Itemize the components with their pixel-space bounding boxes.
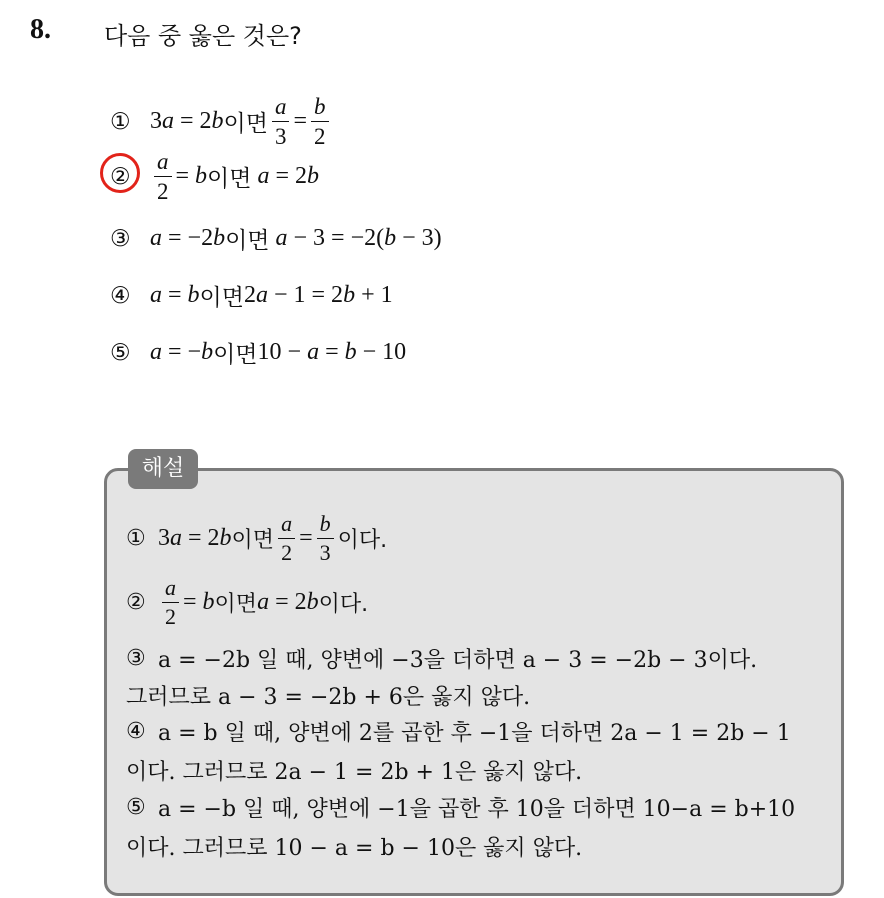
solution-text: a = −2b 일 때, 양변에 −3을 더하면 a − 3 = −2b − 3이다.: [158, 648, 758, 673]
option-connector: 이면: [213, 342, 258, 368]
fraction: $\frac{b}{3}$: [317, 513, 334, 564]
fraction: $\frac{b}{2}$: [311, 95, 329, 148]
solution-text: a = −b 일 때, 양변에 −1을 곱한 후 10을 더하면 10−a = b+10: [158, 797, 796, 822]
option-1[interactable]: [110, 95, 333, 148]
solution-text: a = b 일 때, 양변에 2를 곱한 후 −1을 더하면 2a − 1 = 2b − 1: [158, 721, 791, 746]
fraction: $\frac{a}{2}$: [278, 513, 295, 564]
option-math: a = −b: [150, 339, 214, 365]
option-math: a = b: [150, 282, 200, 308]
solution-number: ③: [126, 646, 146, 671]
solution-text: 이다. 그러므로 10 − a = b − 10은 옳지 않다.: [126, 836, 583, 861]
question-number: 8.: [30, 14, 51, 45]
solution-line-1: ① 3a = 2b 이면 $\frac{a}{2}$ = $\frac{b}{3}$ 이다.: [126, 511, 388, 565]
fraction: $\frac{a}{2}$: [162, 577, 179, 628]
solution-number: ④: [126, 719, 146, 744]
solution-line-7: [126, 792, 795, 823]
solution-tag: 해설: [128, 449, 198, 489]
solution-number: ②: [126, 590, 146, 615]
option-math: 3a = 2b: [150, 108, 224, 134]
option-math: 2a − 1 = 2b + 1: [243, 282, 393, 308]
solution-line-6: [126, 755, 582, 786]
solution-line-4: [126, 680, 530, 711]
option-connector: 이면: [199, 285, 244, 311]
solution-connector: 이면: [231, 528, 275, 553]
option-math: a − 3 = −2(b − 3): [275, 225, 442, 251]
option-number: ③: [110, 225, 131, 252]
solution-line-2: ② $\frac{a}{2}$ = b 이면 a = 2b 이다.: [126, 575, 369, 629]
option-number: ④: [110, 282, 131, 309]
option-connector: 이면: [223, 111, 268, 137]
option-4[interactable]: [110, 279, 393, 312]
option-math: = b: [175, 163, 208, 189]
option-2[interactable]: [110, 150, 319, 203]
question-text: 다음 중 옳은 것은?: [104, 22, 302, 50]
equals-sign: =: [293, 108, 308, 134]
option-number: ⑤: [110, 339, 131, 366]
solution-line-5: [126, 716, 791, 747]
fraction: $\frac{a}{3}$: [272, 95, 290, 148]
solution-line-3: [126, 643, 757, 674]
solution-text: 그러므로 a − 3 = −2b + 6은 옳지 않다.: [126, 685, 531, 710]
option-math: 10 − a = b − 10: [257, 339, 407, 365]
solution-number: ①: [126, 526, 146, 551]
fraction: $\frac{a}{2}$: [154, 150, 172, 203]
option-connector: 이면: [207, 166, 252, 192]
option-number: ①: [110, 108, 131, 135]
option-3[interactable]: [110, 222, 442, 255]
option-connector: 이면: [225, 228, 270, 254]
solution-line-8: [126, 831, 582, 862]
option-math: a = 2b: [257, 163, 320, 189]
solution-text: 이다. 그러므로 2a − 1 = 2b + 1은 옳지 않다.: [126, 760, 583, 785]
option-5[interactable]: [110, 336, 406, 369]
option-math: a = −2b: [150, 225, 226, 251]
solution-number: ⑤: [126, 795, 146, 820]
option-number: ②: [110, 163, 131, 190]
